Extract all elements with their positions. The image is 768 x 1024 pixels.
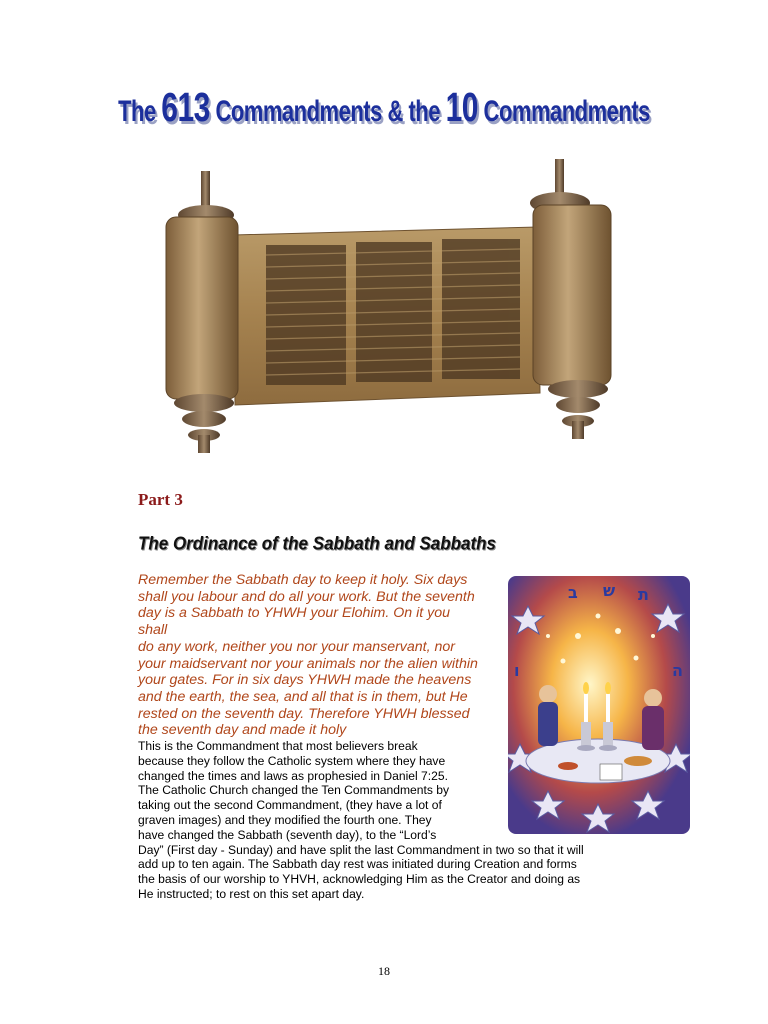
body-line: This is the Commandment that most believers break — [138, 739, 418, 753]
title-number-613: 613 — [161, 86, 210, 131]
scripture-quote — [138, 572, 483, 739]
body-line: taking out the second Commandment, (they have a lot of — [138, 798, 442, 813]
torah-scroll-image — [138, 143, 648, 470]
body-line: add up to ten again. The Sabbath day rest was initiated during Creation and forms — [138, 857, 577, 872]
body-line: Day” (First day - Sunday) and have split the last Commandment in two so that it will — [138, 842, 584, 857]
body-line: The Catholic Church changed the Ten Commandments by — [138, 783, 450, 798]
quote-line: rested on the seventh day. Therefore YHWH blessed — [138, 705, 470, 722]
title-number-10: 10 — [445, 86, 478, 131]
svg-text:ה: ה — [672, 661, 683, 680]
page-number: 18 — [378, 964, 390, 978]
quote-line: day is a Sabbath to YHWH your Elohim. On it you shall — [138, 605, 451, 639]
svg-text:ת: ת — [638, 585, 649, 604]
body-paragraph — [138, 739, 638, 902]
svg-text:ו: ו — [514, 661, 520, 680]
body-line: graven images) and they modified the fourth one. They — [138, 812, 432, 827]
quote-line: your maidservant nor your animals nor the alien within — [138, 655, 478, 672]
title-text-2: Commandments & the — [209, 94, 446, 128]
section-title: The Ordinance of the Sabbath and Sabbaths — [138, 533, 496, 554]
svg-text:ש: ש — [603, 581, 616, 600]
title-text-3: Commandments — [477, 94, 650, 128]
title-text-1: The — [118, 94, 162, 128]
quote-line: Remember the Sabbath day to keep it holy. Six days — [138, 572, 468, 588]
body-line: have changed the Sabbath (seventh day), to the “Lord’s — [138, 827, 437, 842]
quote-line: the seventh day and made it holy — [138, 722, 347, 739]
body-line: changed the times and laws as prophesied in Daniel 7:25. — [138, 768, 448, 783]
quote-line: and the earth, the sea, and all that is in them, but He — [138, 688, 468, 705]
page-title — [0, 86, 768, 132]
quote-line: shall you labour and do all your work. But the seventh — [138, 588, 475, 605]
body-line: He instructed; to rest on this set apart day. — [138, 886, 365, 901]
part-heading: Part 3 — [138, 490, 183, 509]
body-line: because they follow the Catholic system where they have — [138, 753, 446, 768]
quote-line: do any work, neither you nor your manservant, nor — [138, 638, 456, 655]
body-line: the basis of our worship to YHVH, acknowledging Him as the Creator and doing as — [138, 872, 581, 887]
quote-line: your gates. For in six days YHWH made the heavens — [138, 672, 472, 689]
svg-text:ב: ב — [568, 583, 578, 602]
